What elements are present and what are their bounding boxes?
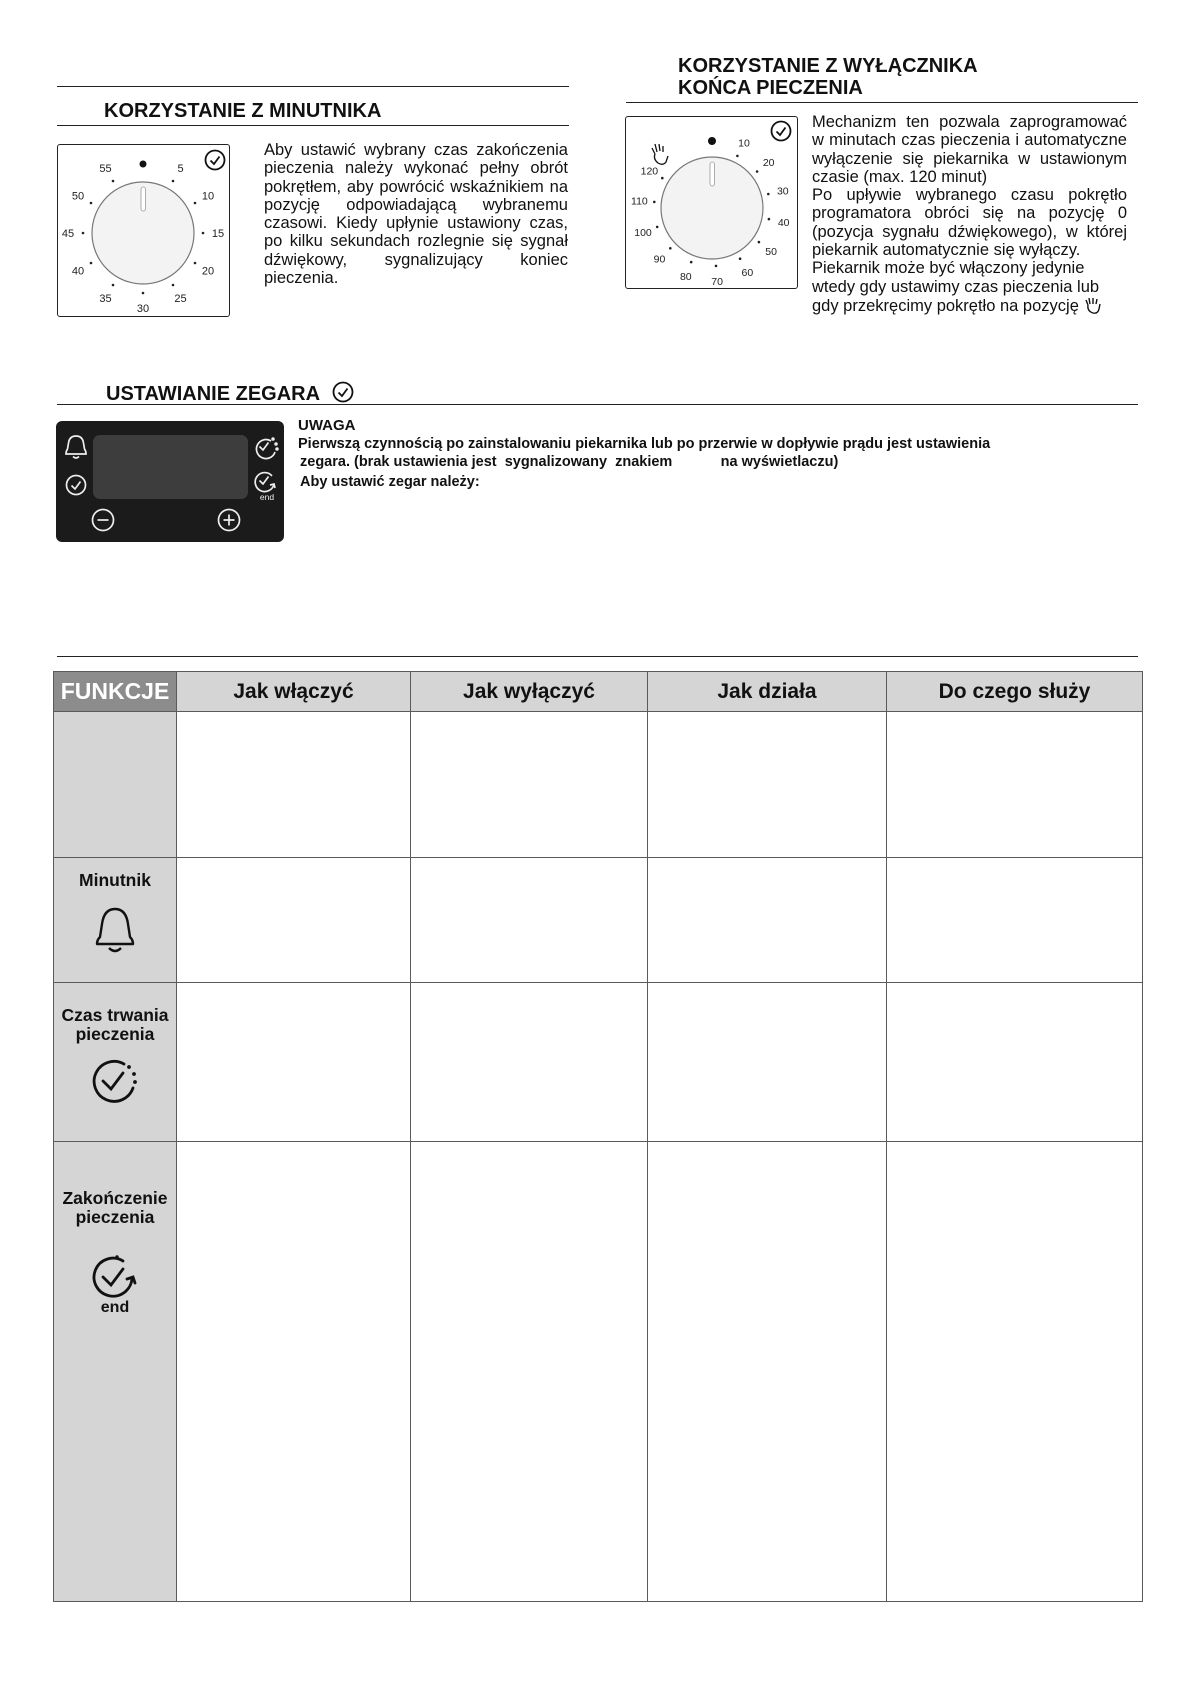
uwaga-label: UWAGA (298, 417, 356, 434)
wylacznik-text-p1: Mechanizm ten pozwala zaprogramować w minutach czas pieczenia i automatyczne wyłączenie się piekarnika w ustawionym czasie (max. 120 minut) (812, 113, 1127, 186)
dial-tick (112, 180, 115, 183)
table-cell (887, 1142, 1143, 1602)
function-cell-empty (54, 712, 177, 858)
dial-tick (661, 177, 664, 180)
dial-mark-label: 30 (776, 185, 789, 198)
table-cell (177, 858, 411, 983)
header-jak-wylaczyc: Jak wyłączyć (411, 672, 648, 712)
dial-mark-label: 35 (99, 293, 112, 305)
bell-icon[interactable] (66, 436, 86, 458)
table-cell (177, 1142, 411, 1602)
wylacznik-dial (626, 117, 797, 288)
minute-minder-button[interactable] (67, 476, 86, 495)
wylacznik-text-p2: Po upływie wybranego czasu pokrętło programatora obróci się na pozycję 0 (pozycja sygnału dźwiękowego), w której piekarnik automatycznie się wyłączy. (812, 186, 1127, 260)
table-cell (887, 712, 1143, 858)
dial-tick (194, 262, 197, 265)
dial-tick (112, 284, 115, 287)
function-name-czas-trwania (54, 1006, 176, 1044)
function-cell-zakonczenie (54, 1142, 177, 1602)
dial-mark-label: 40 (71, 265, 85, 278)
table-cell (177, 983, 411, 1142)
table-cell (648, 983, 887, 1142)
function-name-line2: pieczenia (75, 1024, 155, 1044)
dial-mark-label: 50 (765, 245, 777, 258)
dial-mark-label: 70 (711, 275, 723, 288)
dial-mark-label: 25 (174, 293, 187, 305)
dial-mark-label: 100 (634, 226, 652, 239)
panel-end-label: end (259, 492, 275, 502)
dial-tick (172, 284, 175, 287)
uwaga-line2: zegara. (brak ustawienia jest sygnalizowany znakiem na wyświetlaczu) (300, 454, 839, 470)
dial-mark-label: 15 (211, 228, 225, 240)
table-cell (411, 983, 648, 1142)
plus-button[interactable] (219, 510, 240, 531)
header-funkcje: FUNKCJE (54, 672, 177, 712)
dial-tick (758, 241, 761, 244)
table-cell (648, 1142, 887, 1602)
clock-check-icon (206, 151, 225, 170)
table-header-row (54, 672, 1143, 712)
bell-icon (92, 902, 138, 956)
function-name-zakonczenie (54, 1189, 176, 1227)
dial-mark-label: 10 (738, 137, 750, 150)
wylacznik-text-p3-text: Piekarnik może być włączony jedynie wtedy gdy ustawimy czas pieczenia lub gdy przekręcimy pokrętło na pozycję (812, 259, 1100, 315)
minutnik-text: Aby ustawić wybrany czas zakończenia pieczenia należy wykonać pełny obrót pokrętłem, aby powrócić wskaźnikiem na pozycję odpowiadającą wybranemu czasowi. Kiedy upłynie ustawiony czas, po kilku sekundach rozlegnie się sygnał dźwiękowy, sygnalizujący koniec pieczenia. (264, 141, 568, 288)
function-cell-czas-trwania (54, 983, 177, 1142)
minutnik-top-rule (57, 86, 569, 87)
minus-button[interactable] (93, 510, 114, 531)
function-name-line1: Czas trwania (61, 1005, 169, 1025)
dial-mark-label: 120 (640, 165, 659, 178)
table-cell (648, 858, 887, 983)
end-time-icon (89, 1252, 141, 1304)
dial-mark-label: 30 (136, 303, 150, 315)
header-jak-dziala: Jak działa (648, 672, 887, 712)
table-cell (411, 858, 648, 983)
minutnik-bottom-rule (57, 125, 569, 126)
minutnik-title: KORZYSTANIE Z MINUTNIKA (104, 100, 382, 122)
table-row (54, 712, 1143, 858)
dial-mark-label: 55 (99, 163, 112, 175)
dial-mark-label: 10 (201, 190, 215, 203)
dial-mark-label: 5 (177, 163, 184, 175)
dial-tick (653, 201, 656, 204)
dial-tick (768, 218, 771, 221)
dial-mark-label: 40 (777, 216, 790, 229)
dial-tick (656, 226, 659, 229)
function-name-line2: pieczenia (75, 1207, 155, 1227)
dial-tick (736, 155, 739, 158)
dial-tick (172, 180, 175, 183)
cook-time-icon[interactable] (256, 438, 277, 458)
dial-tick (194, 202, 197, 205)
zegar-title (106, 380, 355, 405)
dial-mark-label: 50 (71, 190, 85, 203)
dial-tick (767, 193, 770, 196)
table-cell (887, 858, 1143, 983)
wylacznik-title-line1: KORZYSTANIE Z WYŁĄCZNIKA (678, 55, 978, 77)
dial-tick (90, 202, 93, 205)
dial-mark-label: 20 (201, 265, 215, 278)
dial-zero-dot (708, 137, 716, 145)
header-jak-wlaczyc: Jak włączyć (177, 672, 411, 712)
table-cell (177, 712, 411, 858)
table-row (54, 858, 1143, 983)
dial-mark-label: 80 (679, 271, 692, 284)
dial-tick (202, 232, 205, 235)
dial-tick (82, 232, 85, 235)
function-name-line1: Zakończenie (62, 1188, 168, 1208)
minutnik-knob-pointer (141, 187, 146, 211)
cook-time-icon (89, 1056, 141, 1108)
wylacznik-title-line2: KOŃCA PIECZENIA (678, 77, 863, 99)
header-do-czego-sluzy: Do czego służy (887, 672, 1143, 712)
dial-mark-label: 20 (762, 157, 775, 170)
function-name-minutnik: Minutnik (79, 870, 151, 890)
end-time-icon[interactable] (255, 473, 275, 492)
zegar-rule (57, 404, 1138, 405)
dial-mark-label: 90 (653, 253, 666, 266)
minutnik-dial (58, 145, 229, 316)
wylacznik-dial-box (625, 116, 798, 289)
function-cell-minutnik (54, 858, 177, 983)
dial-zero-dot (140, 161, 147, 168)
clock-check-icon (331, 380, 355, 404)
table-cell (411, 712, 648, 858)
dial-mark-label: 45 (61, 228, 75, 240)
dial-mark-label: 60 (741, 266, 754, 279)
dial-tick (142, 292, 145, 295)
dial-tick (90, 262, 93, 265)
wylacznik-text-p3 (812, 259, 1127, 316)
uwaga-line3: Aby ustawić zegar należy: (300, 474, 480, 490)
function-end-label: end (100, 1299, 130, 1316)
functions-table (53, 671, 1143, 1602)
wylacznik-rule (626, 102, 1138, 103)
panel-buttons (56, 421, 284, 542)
dial-tick (669, 247, 672, 250)
dial-tick (756, 170, 759, 173)
zegar-title-text: USTAWIANIE ZEGARA (106, 383, 320, 405)
uwaga-line1: Pierwszą czynnością po zainstalowaniu piekarnika lub po przerwie w dopływie prądu jest ustawienia (298, 436, 991, 452)
table-cell (648, 712, 887, 858)
wylacznik-text (812, 113, 1127, 316)
minutnik-dial-box (57, 144, 230, 317)
wylacznik-knob-pointer (710, 162, 715, 186)
uwaga-block (298, 417, 1158, 491)
table-row (54, 983, 1143, 1142)
dial-tick (739, 257, 742, 260)
clock-control-panel (56, 421, 284, 542)
dial-mark-label: 110 (631, 195, 648, 208)
dial-tick (715, 265, 718, 268)
dial-tick (690, 261, 693, 264)
hand-icon (1083, 296, 1103, 316)
table-cell (411, 1142, 648, 1602)
table-row (54, 1142, 1143, 1602)
table-cell (887, 983, 1143, 1142)
clock-check-icon (772, 122, 791, 141)
table-top-rule (57, 656, 1138, 657)
hand-icon (652, 144, 668, 164)
